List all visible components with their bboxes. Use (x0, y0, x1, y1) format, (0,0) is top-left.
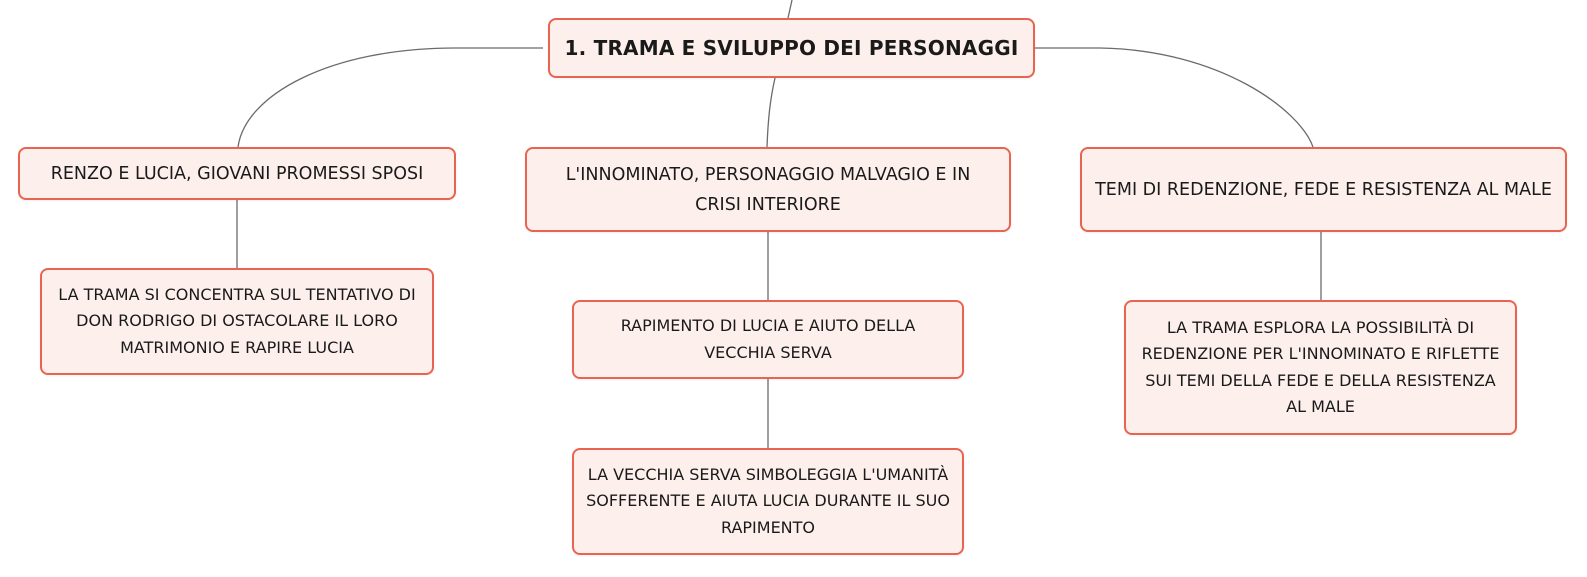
child-node-label: LA TRAMA ESPLORA LA POSSIBILITÀ DI REDENZIONE PER L'INNOMINATO E RIFLETTE SUI TEMI DELLA FEDE E DELLA RESISTENZA AL MALE (1141, 317, 1500, 416)
connector-parent-to-root (788, 0, 792, 18)
connector-root-to-branch-3 (1035, 48, 1313, 147)
child-node-redenzione[interactable] (1124, 300, 1517, 435)
branch-node-innominato[interactable] (525, 147, 1011, 232)
branch-node-label: L'INNOMINATO, PERSONAGGIO MALVAGIO E IN CRISI INTERIORE (565, 164, 971, 215)
branch-node-renzo-lucia[interactable] (18, 147, 456, 200)
child-node-label: LA TRAMA SI CONCENTRA SUL TENTATIVO DI DON RODRIGO DI OSTACOLARE IL LORO MATRIMONIO E RAPIRE LUCIA (58, 284, 416, 357)
child-node-rapimento-lucia[interactable] (572, 300, 964, 379)
branch-node-label: TEMI DI REDENZIONE, FEDE E RESISTENZA AL MALE (1095, 179, 1552, 200)
connector-root-to-branch-1 (238, 48, 543, 147)
branch-node-label: RENZO E LUCIA, GIOVANI PROMESSI SPOSI (50, 163, 424, 184)
child-node-vecchia-serva[interactable] (572, 448, 964, 555)
child-node-label: LA VECCHIA SERVA SIMBOLEGGIA L'UMANITÀ SOFFERENTE E AIUTA LUCIA DURANTE IL SUO RAPIMENTO (586, 464, 950, 537)
root-node-label: 1. TRAMA E SVILUPPO DEI PERSONAGGI (564, 36, 1019, 60)
branch-node-temi[interactable] (1080, 147, 1567, 232)
root-node[interactable] (548, 18, 1035, 78)
child-node-trama-don-rodrigo[interactable] (40, 268, 434, 375)
connector-root-to-branch-2 (767, 78, 775, 147)
child-node-label: RAPIMENTO DI LUCIA E AIUTO DELLA VECCHIA SERVA (620, 316, 916, 362)
